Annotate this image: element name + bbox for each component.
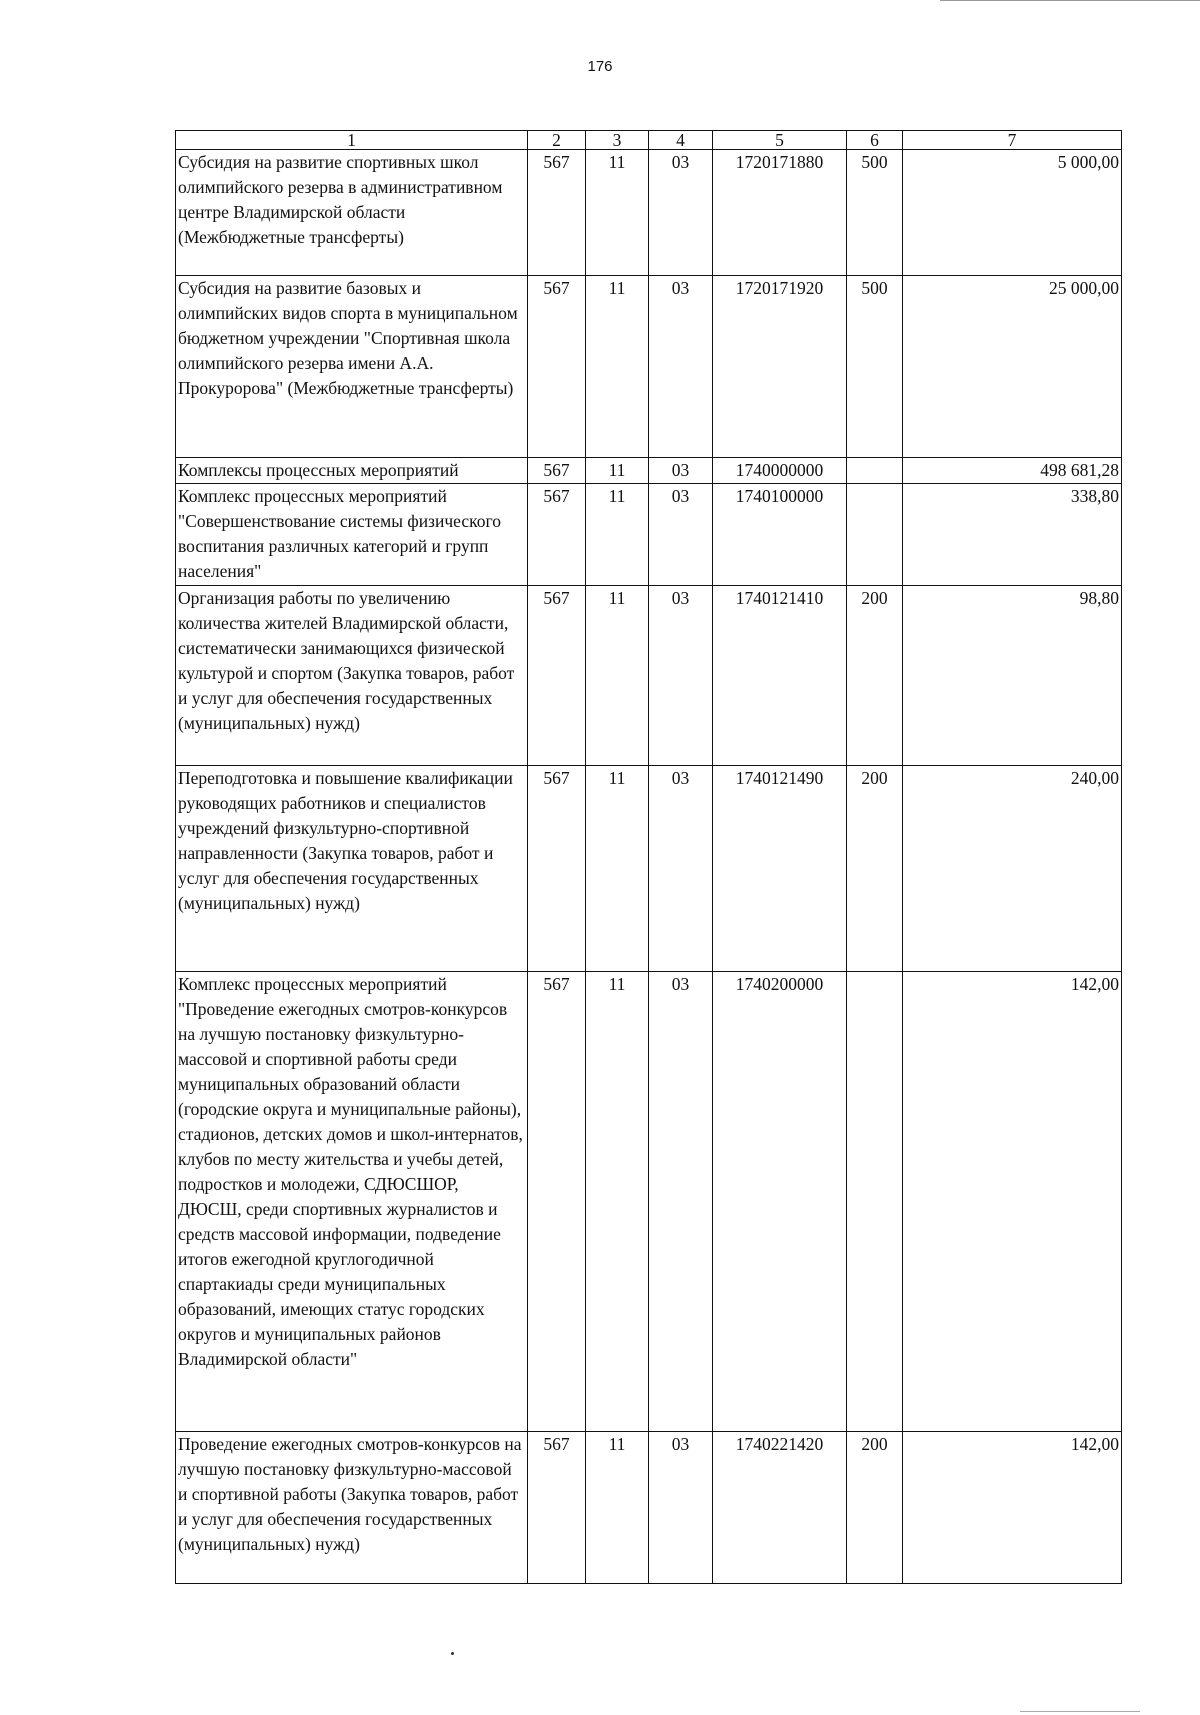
row-expense-type: 500 bbox=[847, 150, 903, 276]
header-col-2: 2 bbox=[528, 131, 586, 150]
row-amount: 240,00 bbox=[903, 766, 1122, 972]
row-name: Субсидия на развитие базовых и олимпийских видов спорта в муниципальном бюджетном учреждении "Спортивная школа олимпийского резерва имени А.А. Прокуророва" (Межбюджетные трансферты) bbox=[176, 276, 528, 458]
row-target-code: 1740121410 bbox=[713, 586, 847, 766]
header-col-5: 5 bbox=[713, 131, 847, 150]
row-name: Субсидия на развитие спортивных школ олимпийского резерва в административном центре Владимирской области (Межбюджетные трансферты) bbox=[176, 150, 528, 276]
table-row bbox=[176, 276, 1122, 458]
row-section-code: 11 bbox=[586, 276, 649, 458]
row-expense-type: 200 bbox=[847, 1432, 903, 1584]
table-row bbox=[176, 458, 1122, 484]
row-ministry-code: 567 bbox=[528, 458, 586, 484]
row-amount: 338,80 bbox=[903, 484, 1122, 586]
row-target-code: 1740121490 bbox=[713, 766, 847, 972]
row-section-code: 11 bbox=[586, 586, 649, 766]
scan-speck bbox=[451, 1652, 454, 1655]
table-row bbox=[176, 1432, 1122, 1584]
bottom-edge-rule bbox=[1020, 1711, 1140, 1712]
row-expense-type: 500 bbox=[847, 276, 903, 458]
row-name: Комплекс процессных мероприятий "Совершенствование системы физического воспитания различных категорий и групп населения" bbox=[176, 484, 528, 586]
row-section-code: 11 bbox=[586, 484, 649, 586]
row-name: Переподготовка и повышение квалификации руководящих работников и специалистов учреждений физкультурно-спортивной направленности (Закупка товаров, работ и услуг для обеспечения государственных (муниципальных) нужд) bbox=[176, 766, 528, 972]
row-expense-type bbox=[847, 484, 903, 586]
row-section-code: 11 bbox=[586, 972, 649, 1432]
row-name: Комплекс процессных мероприятий "Проведение ежегодных смотров-конкурсов на лучшую постановку физкультурно-массовой и спортивной работы среди муниципальных образований области (городские округа и муниципальные районы), стадионов, детских домов и школ-интернатов, клубов по месту жительства и учебы детей, подростков и молодежи, СДЮСШОР, ДЮСШ, среди спортивных журналистов и средств массовой информации, подведение итогов ежегодной круглогодичной спартакиады среди муниципальных образований, имеющих статус городских округов и муниципальных районов Владимирской области" bbox=[176, 972, 528, 1432]
row-target-code: 1740000000 bbox=[713, 458, 847, 484]
row-subsection-code: 03 bbox=[649, 586, 713, 766]
row-subsection-code: 03 bbox=[649, 766, 713, 972]
row-target-code: 1740221420 bbox=[713, 1432, 847, 1584]
row-section-code: 11 bbox=[586, 766, 649, 972]
row-section-code: 11 bbox=[586, 1432, 649, 1584]
row-expense-type: 200 bbox=[847, 766, 903, 972]
row-subsection-code: 03 bbox=[649, 1432, 713, 1584]
row-amount: 498 681,28 bbox=[903, 458, 1122, 484]
table-row bbox=[176, 484, 1122, 586]
row-section-code: 11 bbox=[586, 458, 649, 484]
row-target-code: 1740100000 bbox=[713, 484, 847, 586]
row-ministry-code: 567 bbox=[528, 1432, 586, 1584]
row-target-code: 1720171880 bbox=[713, 150, 847, 276]
row-subsection-code: 03 bbox=[649, 972, 713, 1432]
row-amount: 142,00 bbox=[903, 1432, 1122, 1584]
header-col-3: 3 bbox=[586, 131, 649, 150]
header-row bbox=[176, 131, 1122, 150]
table-row bbox=[176, 766, 1122, 972]
page-number: 176 bbox=[587, 58, 613, 75]
row-ministry-code: 567 bbox=[528, 484, 586, 586]
row-name: Организация работы по увеличению количества жителей Владимирской области, систематически занимающихся физической культурой и спортом (Закупка товаров, работ и услуг для обеспечения государственных (муниципальных) нужд) bbox=[176, 586, 528, 766]
row-expense-type bbox=[847, 458, 903, 484]
row-amount: 25 000,00 bbox=[903, 276, 1122, 458]
top-edge-rule bbox=[940, 0, 1200, 1]
row-ministry-code: 567 bbox=[528, 586, 586, 766]
row-subsection-code: 03 bbox=[649, 458, 713, 484]
row-section-code: 11 bbox=[586, 150, 649, 276]
row-amount: 142,00 bbox=[903, 972, 1122, 1432]
table-row bbox=[176, 972, 1122, 1432]
row-target-code: 1720171920 bbox=[713, 276, 847, 458]
table-row bbox=[176, 586, 1122, 766]
row-expense-type: 200 bbox=[847, 586, 903, 766]
row-expense-type bbox=[847, 972, 903, 1432]
header-col-6: 6 bbox=[847, 131, 903, 150]
row-ministry-code: 567 bbox=[528, 972, 586, 1432]
row-subsection-code: 03 bbox=[649, 276, 713, 458]
row-subsection-code: 03 bbox=[649, 484, 713, 586]
table-row bbox=[176, 150, 1122, 276]
budget-table bbox=[175, 130, 1122, 1584]
header-col-7: 7 bbox=[903, 131, 1122, 150]
row-amount: 98,80 bbox=[903, 586, 1122, 766]
row-subsection-code: 03 bbox=[649, 150, 713, 276]
row-ministry-code: 567 bbox=[528, 276, 586, 458]
row-amount: 5 000,00 bbox=[903, 150, 1122, 276]
row-name: Проведение ежегодных смотров-конкурсов на лучшую постановку физкультурно-массовой и спортивной работы (Закупка товаров, работ и услуг для обеспечения государственных (муниципальных) нужд) bbox=[176, 1432, 528, 1584]
header-col-4: 4 bbox=[649, 131, 713, 150]
row-target-code: 1740200000 bbox=[713, 972, 847, 1432]
row-ministry-code: 567 bbox=[528, 766, 586, 972]
row-name: Комплексы процессных мероприятий bbox=[176, 458, 528, 484]
row-ministry-code: 567 bbox=[528, 150, 586, 276]
header-col-1: 1 bbox=[176, 131, 528, 150]
